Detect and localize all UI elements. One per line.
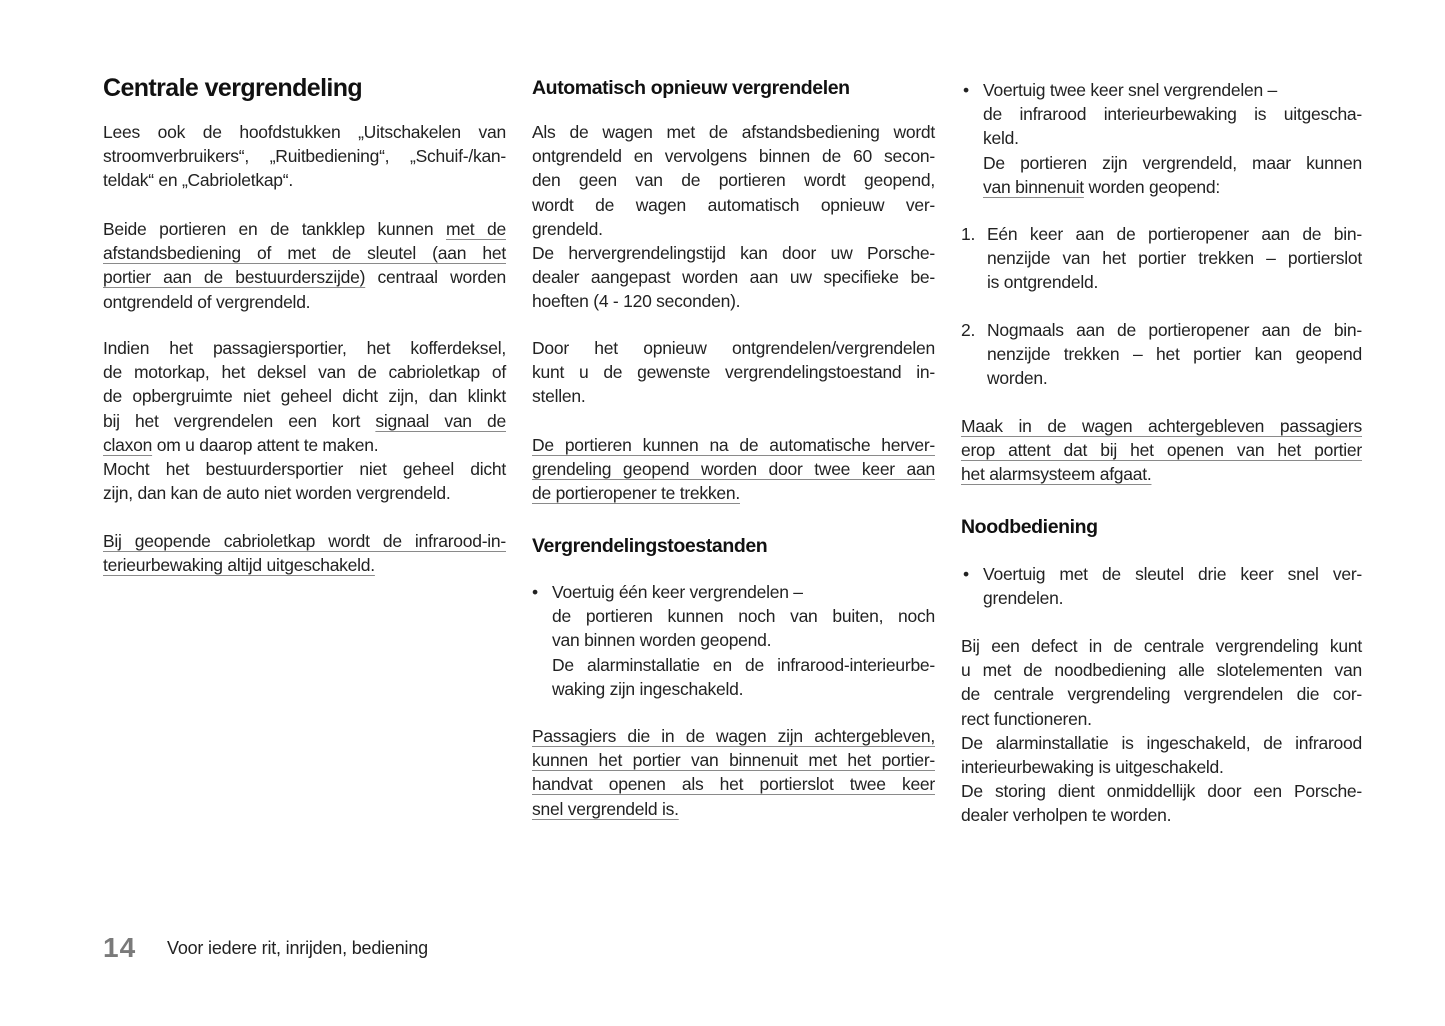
text-line: De alarminstallatie en de infrarood-interieurbe- [552, 654, 935, 675]
underlined-text: erop attent dat bij het openen van het portier [961, 440, 1362, 461]
underlined-text: snel vergrendeld is. [532, 798, 679, 819]
text-line: De hervergrendelingstijd kan door uw Porsche- [532, 242, 935, 263]
underlined-text: van binnenuit [983, 176, 1084, 197]
text-line: Door het opnieuw ontgrendelen/vergrendelen [532, 338, 935, 358]
text-line: ontgrendeld en vervolgens binnen de 60 secon- [532, 146, 935, 167]
underlined-text: grendeling geopend worden door twee keer aan [532, 459, 935, 480]
text-line: Als de wagen met de afstandsbediening wordt [532, 122, 935, 142]
text-line: de motorkap, het deksel van de cabrioletkap of [103, 362, 506, 383]
underlined-text: claxon [103, 434, 153, 455]
step-number: 1. [961, 224, 976, 244]
text-line: Bij een defect in de centrale vergrendeling kunt [961, 636, 1362, 656]
text-line: de portieren kunnen noch van buiten, noch [552, 606, 935, 627]
underlined-text: terieurbewaking altijd uitgeschakeld. [103, 555, 375, 576]
text-line: teldak“ en „Cabrioletkap“. [103, 170, 293, 191]
text-span: bij het vergrendelen een kort [103, 410, 376, 431]
text-line: Eén keer aan de portieropener aan de bin- [987, 224, 1362, 244]
text-line: u met de noodbediening alle slotelementen van [961, 660, 1362, 681]
text-line: dealer aangepast worden aan uw specifieke be- [532, 267, 935, 288]
numbered-step-2 [961, 318, 1362, 391]
underlined-text: De portieren kunnen na de automatische herver- [532, 435, 935, 455]
text-line: waking zijn ingeschakeld. [552, 678, 744, 699]
bullet-lock-twice [961, 78, 1362, 199]
paragraph-horn-signal [103, 336, 506, 505]
text-line: Mocht het bestuurdersportier niet geheel dicht [103, 458, 506, 479]
text-span: worden geopend: [1083, 176, 1220, 197]
text-line: interieurbewaking is uitgeschakeld. [961, 756, 1224, 777]
text-line: de opbergruimte niet geheel dicht zijn, dan klinkt [103, 386, 506, 407]
underlined-text: handvat openen als het portierslot twee keer [532, 774, 935, 795]
section-heading-emergency: Noodbediening [961, 516, 1098, 538]
paragraph-doors-tank [103, 217, 506, 314]
text-span: ontgrendeld of vergrendeld. [103, 291, 311, 312]
underlined-text: Passagiers die in de wagen zijn achtergebleven, [532, 726, 935, 746]
page-number: 14 [103, 932, 137, 963]
text-line: grendeld. [532, 218, 603, 239]
text-line: stellen. [532, 386, 586, 407]
text-line: de infrarood interieurbewaking is uitgescha- [983, 104, 1362, 125]
paragraph-emergency-operation [961, 634, 1362, 828]
underlined-text: het alarmsysteem afgaat. [961, 464, 1152, 485]
underlined-text: Bij geopende cabrioletkap wordt de infrarood-in- [103, 531, 506, 551]
underlined-text: de portieropener te trekken. [532, 483, 740, 504]
section-heading-lock-states: Vergrendelingstoestanden [532, 535, 768, 557]
paragraph-note-open-after-relock [532, 433, 935, 506]
text-line: kunt u de gewenste vergrendelingstoestand in- [532, 362, 935, 383]
text-span: centraal worden [365, 267, 506, 288]
paragraph-relock-state [532, 336, 935, 409]
text-line: De portieren zijn vergrendeld, maar kunnen [983, 152, 1362, 173]
paragraph-note-cabriolet [103, 529, 506, 577]
underlined-text: signaal van de [375, 410, 506, 431]
text-line: Voertuig twee keer snel vergrendelen – [983, 80, 1278, 100]
text-line: De storing dient onmiddellijk door een Porsche- [961, 781, 1362, 802]
text-line: Voertuig één keer vergrendelen – [552, 582, 803, 602]
step-number: 2. [961, 320, 976, 340]
bullet-icon: • [532, 582, 538, 602]
underlined-text: Maak in de wagen achtergebleven passagiers [961, 416, 1362, 436]
text-line: Indien het passagiersportier, het kofferdeksel, [103, 338, 506, 358]
text-line: dealer verholpen te worden. [961, 805, 1172, 826]
text-line: hoeften (4 - 120 seconden). [532, 291, 741, 312]
underlined-text: met de [446, 219, 506, 239]
text-line: den geen van de portieren wordt geopend, [532, 170, 935, 191]
numbered-step-1 [961, 222, 1362, 295]
text-line: nenzijde trekken – het portier kan geopend [987, 344, 1362, 365]
bullet-icon: • [963, 564, 969, 584]
text-line: wordt de wagen automatisch opnieuw ver- [532, 194, 935, 215]
bullet-icon: • [963, 80, 969, 100]
text-line: is ontgrendeld. [987, 272, 1099, 293]
text-line: nenzijde van het portier trekken – portierslot [987, 248, 1362, 269]
text-line: Lees ook de hoofdstukken „Uitschakelen van [103, 122, 506, 142]
chapter-title: Voor iedere rit, inrijden, bediening [167, 938, 428, 958]
text-line: Voertuig met de sleutel drie keer snel ver- [983, 564, 1362, 584]
text-line: zijn, dan kan de auto niet worden vergrendeld. [103, 483, 451, 504]
bullet-lock-three-times [961, 562, 1362, 610]
section-heading-centrale-vergrendeling: Centrale vergrendeling [103, 74, 363, 102]
text-line: stroomverbruikers“, „Ruitbediening“, „Schuif-/kan- [103, 146, 506, 167]
section-heading-auto-relock: Automatisch opnieuw vergrendelen [532, 77, 850, 99]
underlined-text: kunnen het portier van binnenuit met het portier- [532, 750, 935, 771]
text-line: worden. [987, 368, 1048, 389]
text-line: Nogmaals aan de portieropener aan de bin- [987, 320, 1362, 340]
underlined-text: portier aan de bestuurderszijde) [103, 267, 366, 288]
text-span: om u daarop attent te maken. [152, 434, 379, 455]
text-line: grendelen. [983, 588, 1064, 609]
text-line: de centrale vergrendeling vergrendelen die cor- [961, 684, 1362, 705]
text-line: keld. [983, 128, 1019, 149]
paragraph-see-also [103, 120, 506, 193]
text-line: De alarminstallatie is ingeschakeld, de infrarood [961, 732, 1362, 753]
text-line: rect functioneren. [961, 708, 1092, 729]
bullet-lock-once [532, 580, 935, 701]
text-line: van binnen worden geopend. [552, 630, 772, 651]
paragraph-auto-relock [532, 120, 935, 314]
paragraph-note-alarm [961, 414, 1362, 487]
paragraph-note-passengers [532, 724, 935, 821]
text-span: Beide portieren en de tankklep kunnen [103, 219, 446, 239]
underlined-text: afstandsbediening of met de sleutel (aan het [103, 243, 506, 264]
